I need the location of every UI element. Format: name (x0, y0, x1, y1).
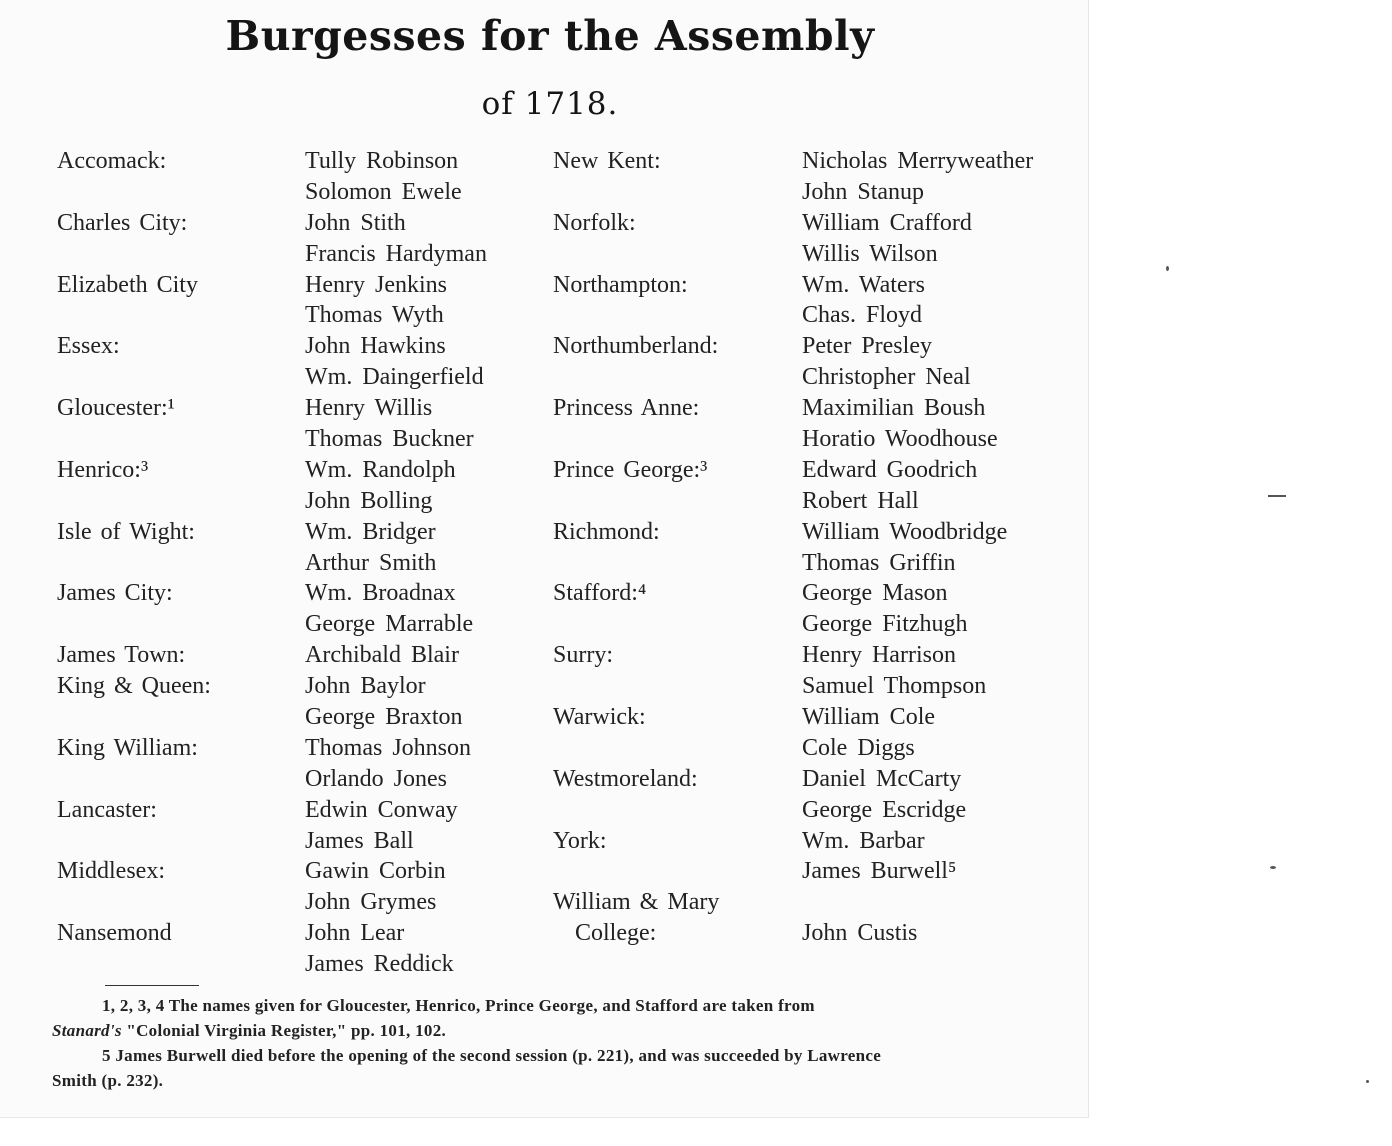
county-label: William & Mary (553, 889, 720, 916)
burgess-name: Francis Hardyman (305, 240, 487, 267)
burgess-name: Wm. Bridger (305, 518, 436, 545)
burgess-name: John Custis (802, 920, 918, 947)
burgess-name: Henry Jenkins (305, 271, 447, 298)
county-label (553, 239, 719, 270)
county-label: Nansemond (57, 920, 172, 947)
county-label (57, 239, 211, 270)
left-burgess-column (305, 146, 487, 980)
burgess-name: Thomas Buckner (305, 426, 474, 453)
footnote-divider (105, 985, 199, 986)
county-label: Norfolk: (553, 209, 636, 236)
burgess-name: Nicholas Merryweather (802, 148, 1034, 174)
county-label: King William: (57, 734, 198, 761)
burgess-name: Cole Diggs (802, 734, 915, 761)
county-label: College: (575, 920, 657, 947)
burgess-name: Samuel Thompson (802, 673, 987, 700)
county-label: Westmoreland: (553, 765, 698, 792)
county-label (57, 764, 211, 795)
footnotes (52, 993, 1052, 1093)
county-label: Elizabeth City (57, 271, 198, 298)
county-label (57, 887, 211, 918)
county-label: Charles City: (57, 209, 188, 236)
burgess-name: John Baylor (305, 673, 426, 700)
burgess-name: Willis Wilson (802, 240, 938, 267)
county-label (57, 177, 211, 208)
right-county-column (553, 146, 719, 949)
county-label (57, 548, 211, 579)
county-label (553, 856, 719, 887)
county-label: Surry: (553, 642, 613, 669)
paper-speck (1268, 495, 1286, 497)
burgess-name: John Hawkins (305, 333, 446, 360)
burgess-name: Wm. Waters (802, 271, 925, 298)
footnote-1-author: Stanard's (52, 1021, 122, 1040)
burgess-name: Peter Presley (802, 333, 932, 360)
county-label: Lancaster: (57, 796, 157, 823)
county-label (553, 300, 719, 331)
document-subtitle: of 1718. (481, 86, 619, 122)
burgess-name: Tully Robinson (305, 148, 459, 174)
county-label (553, 671, 719, 702)
burgess-name: Wm. Barbar (802, 827, 925, 854)
burgess-name: William Cole (802, 704, 936, 731)
county-label (553, 177, 719, 208)
county-label (57, 826, 211, 857)
burgess-name: Christopher Neal (802, 364, 971, 391)
burgess-name: John Stith (305, 209, 406, 236)
county-label: Northampton: (553, 271, 688, 298)
burgess-name: James Reddick (305, 951, 454, 978)
burgess-name: John Stanup (802, 178, 925, 205)
burgess-name: John Grymes (305, 889, 437, 916)
burgess-name: Wm. Randolph (305, 456, 456, 483)
footnote-5-line-1: 5 James Burwell died before the opening of the second session (p. 221), and was succeeded by Lawrence (102, 1046, 882, 1065)
county-label: King & Queen: (57, 673, 211, 700)
burgess-name: George Braxton (305, 704, 463, 731)
burgess-name: George Mason (802, 580, 948, 607)
county-label (57, 609, 211, 640)
burgess-name: John Bolling (305, 487, 433, 514)
county-label: James City: (57, 580, 173, 607)
county-label: Isle of Wight: (57, 518, 195, 545)
county-label: Prince George:³ (553, 456, 708, 483)
burgess-name: Horatio Woodhouse (802, 426, 998, 453)
county-label: Princess Anne: (553, 395, 700, 422)
right-burgess-column (802, 146, 1033, 949)
burgess-name: Wm. Broadnax (305, 580, 456, 607)
burgess-name: James Burwell⁵ (802, 858, 957, 885)
county-label (553, 548, 719, 579)
county-label: Northumberland: (553, 333, 719, 360)
burgess-name: George Fitzhugh (802, 611, 968, 638)
county-label: James Town: (57, 642, 186, 669)
footnote-1-line-2 (52, 1018, 1052, 1043)
burgess-name: Archibald Blair (305, 642, 459, 669)
paper-speck (1366, 1080, 1369, 1083)
burgess-name: Orlando Jones (305, 765, 447, 792)
county-label (553, 609, 719, 640)
paper-speck (1270, 866, 1276, 869)
county-label: Accomack: (57, 148, 167, 174)
county-label: Middlesex: (57, 858, 165, 885)
footnote-1-line-1: 1, 2, 3, 4 The names given for Gloucester, Henrico, Prince George, and Stafford are taken from (102, 996, 815, 1015)
county-label (57, 702, 211, 733)
county-label: York: (553, 827, 607, 854)
burgess-name: George Marrable (305, 611, 474, 638)
burgess-name: William Crafford (802, 209, 972, 236)
county-label (57, 424, 211, 455)
burgess-name: George Escridge (802, 796, 967, 823)
burgess-name: Edwin Conway (305, 796, 458, 823)
footnote-5-line-2: Smith (p. 232). (52, 1071, 164, 1090)
left-county-column (57, 146, 211, 980)
document-title: Burgesses for the Assembly (225, 12, 875, 60)
burgess-name: Arthur Smith (305, 549, 437, 576)
burgess-name: Thomas Johnson (305, 734, 471, 761)
paper-speck (1166, 266, 1169, 271)
burgess-name: Maximilian Boush (802, 395, 986, 422)
burgess-name: Robert Hall (802, 487, 919, 514)
county-label: Richmond: (553, 518, 660, 545)
county-label: New Kent: (553, 148, 661, 174)
burgess-name: Henry Harrison (802, 642, 956, 669)
county-label (57, 949, 211, 980)
burgess-name: James Ball (305, 827, 414, 854)
burgess-name: Henry Willis (305, 395, 433, 422)
burgess-name: Thomas Wyth (305, 302, 444, 329)
county-label (553, 795, 719, 826)
county-label (553, 362, 719, 393)
county-label: Warwick: (553, 704, 646, 731)
county-label (57, 300, 211, 331)
county-label: Stafford:⁴ (553, 580, 647, 607)
burgess-name: Edward Goodrich (802, 456, 978, 483)
county-label (553, 733, 719, 764)
county-label (553, 424, 719, 455)
burgess-name: Daniel McCarty (802, 765, 962, 792)
burgess-name: Thomas Griffin (802, 549, 956, 576)
county-label (57, 486, 211, 517)
county-label (553, 486, 719, 517)
county-label: Gloucester:¹ (57, 395, 175, 422)
burgess-name (802, 887, 1033, 918)
burgess-name: Chas. Floyd (802, 302, 923, 329)
county-label: Henrico:³ (57, 456, 149, 483)
burgess-name: Solomon Ewele (305, 178, 462, 205)
burgess-name: William Woodbridge (802, 518, 1008, 545)
footnote-1-citation: "Colonial Virginia Register," pp. 101, 102. (121, 1021, 447, 1040)
burgess-name: Gawin Corbin (305, 858, 446, 885)
county-label: Essex: (57, 333, 120, 360)
county-label (57, 362, 211, 393)
burgess-name: Wm. Daingerfield (305, 364, 484, 391)
burgess-name: John Lear (305, 920, 405, 947)
